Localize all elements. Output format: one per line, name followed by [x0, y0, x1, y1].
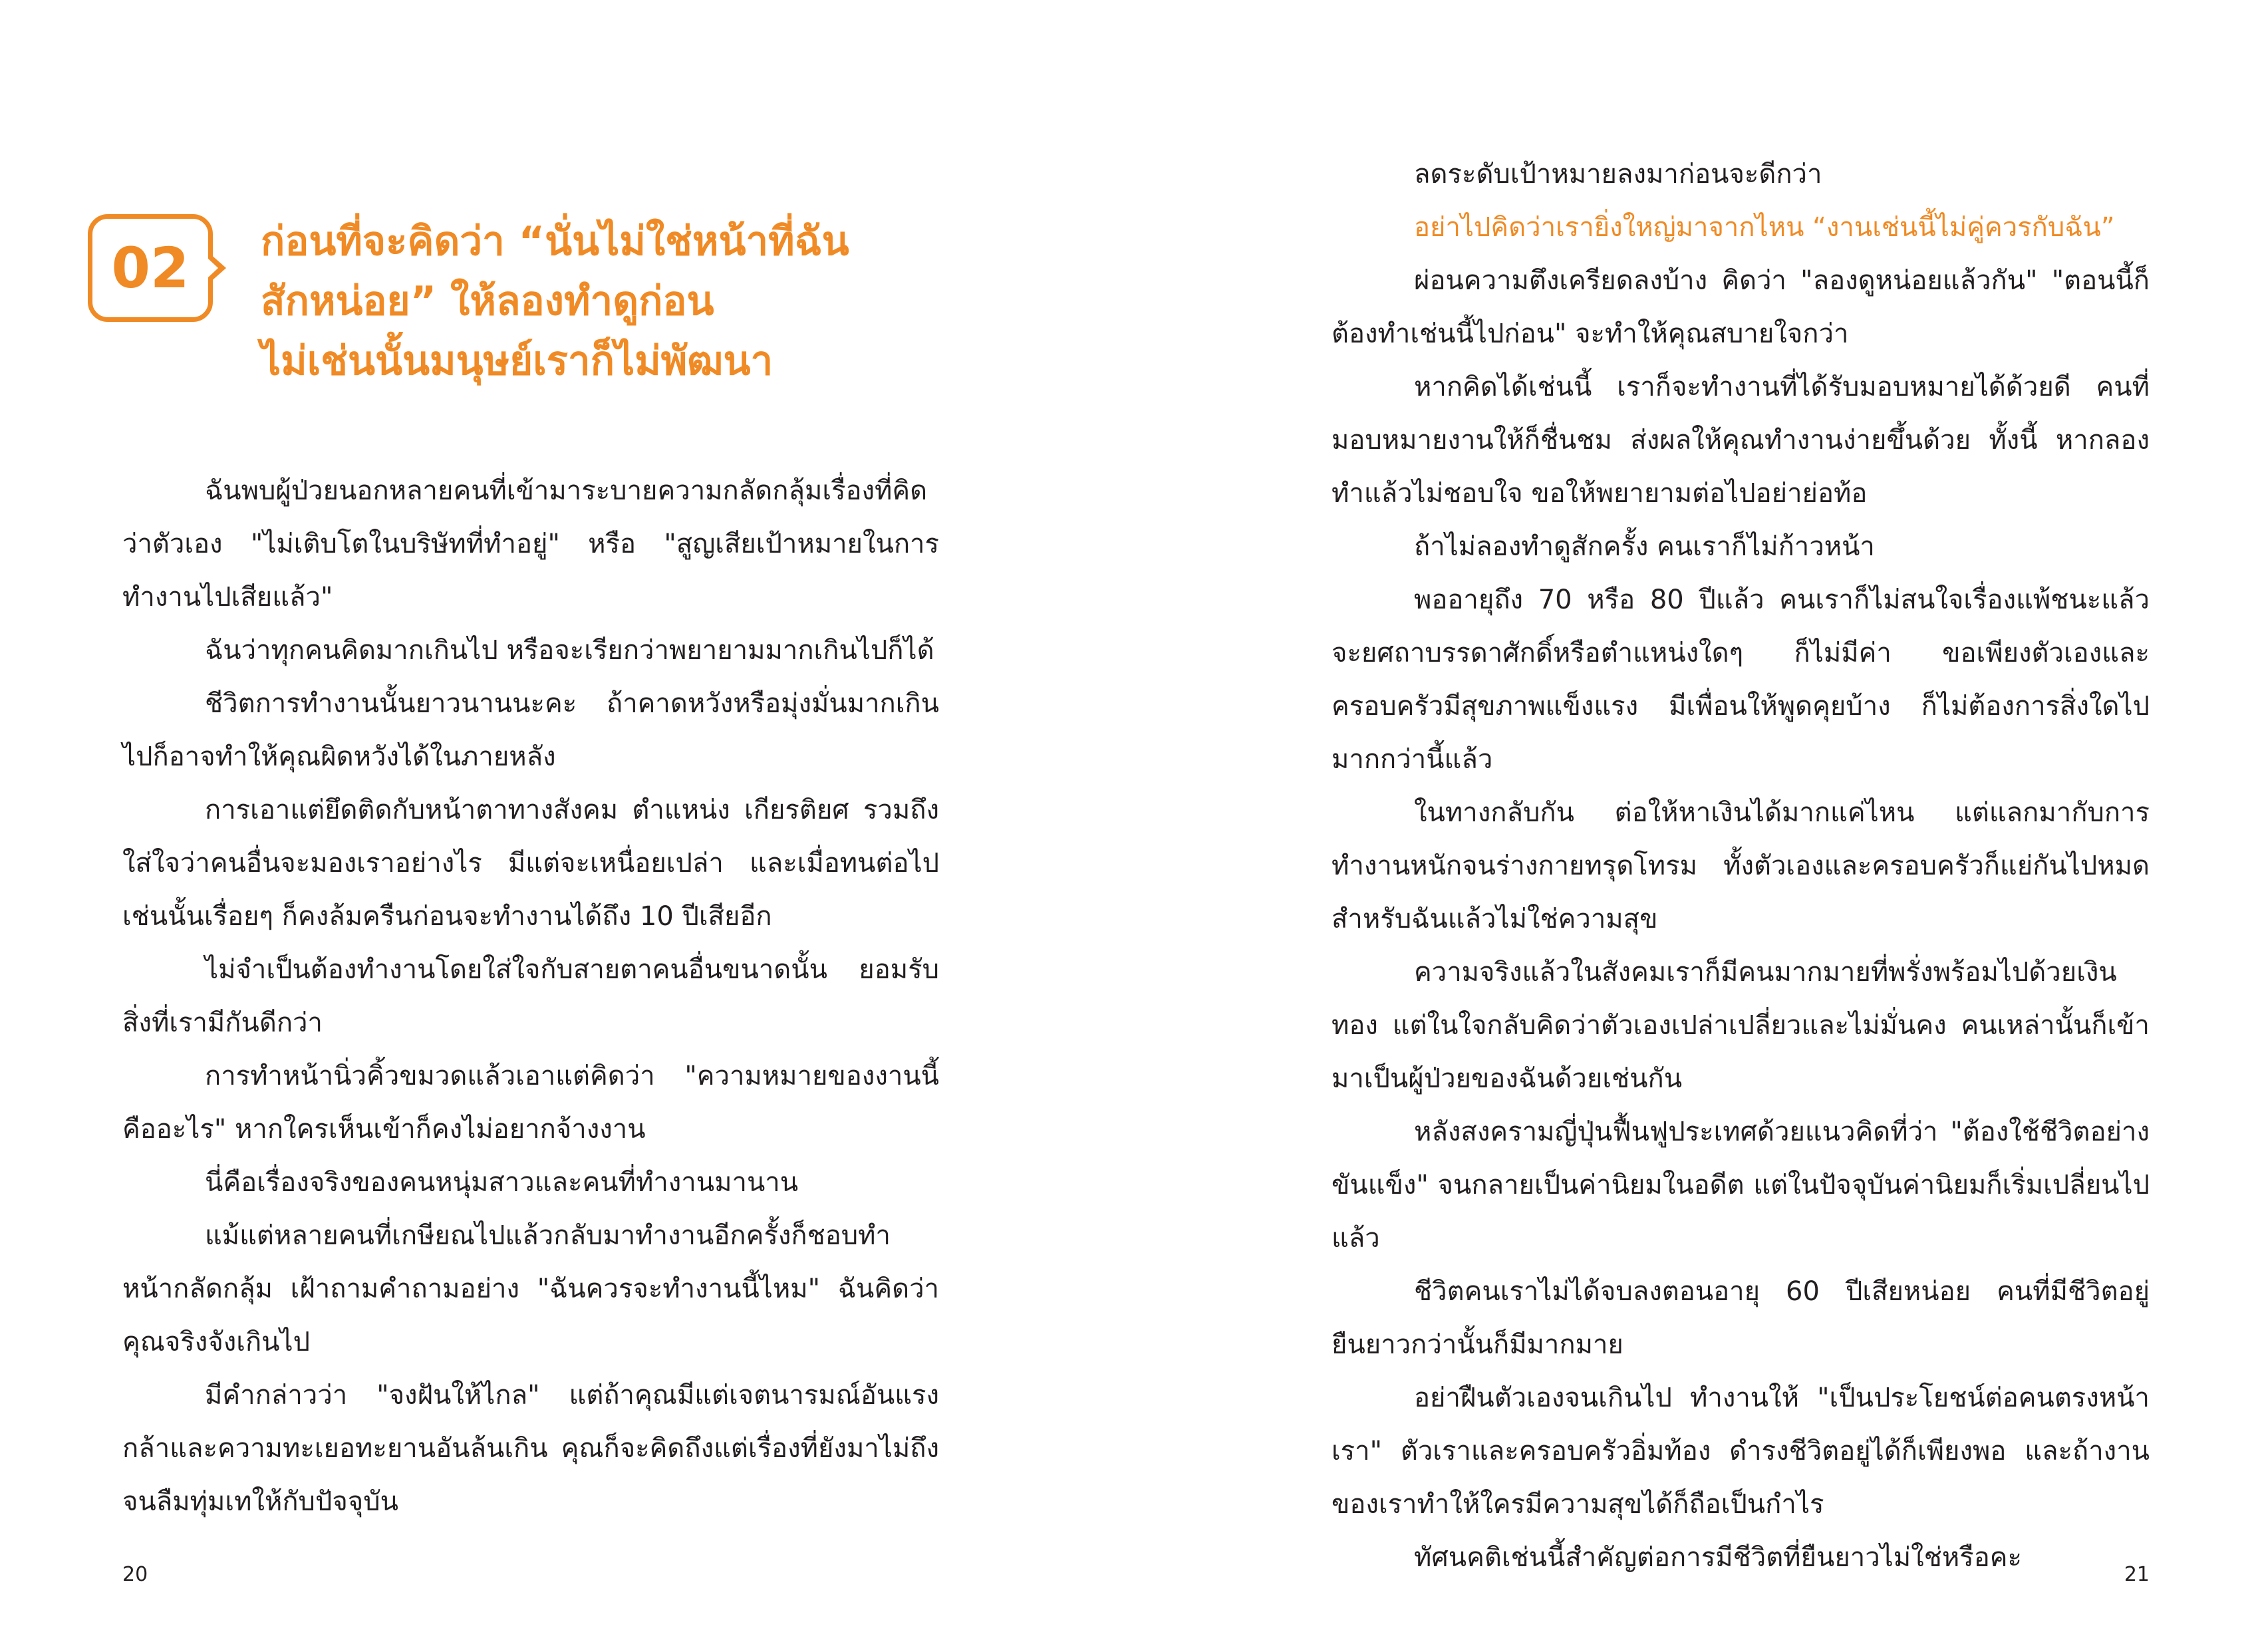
chapter-title-line: ไม่เช่นนั้นมนุษย์เราก็ไม่พัฒนา [261, 338, 773, 384]
paragraph: ทัศนคติเช่นนี้สำคัญต่อการมีชีวิตที่ยืนยาวไม่ใช่หรือคะ [1414, 1542, 2022, 1573]
paragraph: ลดระดับเป้าหมายลงมาก่อนจะดีกว่า [1414, 159, 1822, 190]
paragraph: การทำหน้านิ่วคิ้วขมวดแล้วเอาแต่คิดว่า "ความหมายของงานนี้คืออะไร" หากใครเห็นเข้าก็คงไม่อยากจ้างงาน [122, 1061, 939, 1145]
paragraph: หากคิดได้เช่นนี้ เราก็จะทำงานที่ได้รับมอบหมายได้ด้วยดี คนที่มอบหมายงานให้ก็ชื่นชม ส่งผลให้คุณทำงานง่ายขึ้นด้วย ทั้งนี้ หากลองทำแล้วไม่ชอบใจ ขอให้พยายามต่อไปอย่าย่อท้อ [1332, 372, 2150, 509]
paragraph: ผ่อนความตึงเครียดลงบ้าง คิดว่า "ลองดูหน่อยแล้วกัน" "ตอนนี้ก็ต้องทำเช่นนี้ไปก่อน" จะทำให้คุณสบายใจกว่า [1332, 265, 2150, 349]
chapter-title-line: สักหน่อย” ให้ลองทำดูก่อน [261, 278, 714, 325]
paragraph: ความจริงแล้วในสังคมเราก็มีคนมากมายที่พรั่งพร้อมไปด้วยเงินทอง แต่ในใจกลับคิดว่าตัวเองเปล่าเปลี่ยวและไม่มั่นคง คนเหล่านั้นก็เข้ามาเป็นผู้ป่วยของฉันด้วยเช่นกัน [1332, 957, 2150, 1094]
paragraph: หลังสงครามญี่ปุ่นฟื้นฟูประเทศด้วยแนวคิดที่ว่า "ต้องใช้ชีวิตอย่างขันแข็ง" จนกลายเป็นค่านิยมในอดีต แต่ในปัจจุบันค่านิยมก็เริ่มเปลี่ยนไปแล้ว [1332, 1117, 2150, 1254]
right-page-body [1332, 148, 2150, 1584]
paragraph: ฉันพบผู้ป่วยนอกหลายคนที่เข้ามาระบายความกลัดกลุ้มเรื่องที่คิดว่าตัวเอง "ไม่เติบโตในบริษัทที่ทำอยู่" หรือ "สูญเสียเป้าหมายในการทำงานไปเสียแล้ว" [122, 476, 939, 613]
paragraph: แม้แต่หลายคนที่เกษียณไปแล้วกลับมาทำงานอีกครั้งก็ชอบทำหน้ากลัดกลุ้ม เฝ้าถามคำถามอย่าง "ฉันควรจะทำงานนี้ไหม" ฉันคิดว่าคุณจริงจังเกินไป [122, 1220, 939, 1357]
highlighted-paragraph: อย่าไปคิดว่าเรายิ่งใหญ่มาจากไหน “งานเช่นนี้ไม่คู่ควรกับฉัน” [1414, 212, 2115, 243]
page-number: 20 [122, 1563, 148, 1586]
paragraph: ถ้าไม่ลองทำดูสักครั้ง คนเราก็ไม่ก้าวหน้า [1414, 531, 1875, 562]
paragraph: มีคำกล่าวว่า "จงฝันให้ไกล" แต่ถ้าคุณมีแต่เจตนารมณ์อันแรงกล้าและความทะเยอทะยานอันล้นเกิน คุณก็จะคิดถึงแต่เรื่องที่ยังมาไม่ถึงจนลืมทุ่มเทให้กับปัจจุบัน [122, 1380, 939, 1517]
chapter-number-badge: 02 [88, 214, 213, 322]
paragraph: ไม่จำเป็นต้องทำงานโดยใส่ใจกับสายตาคนอื่นขนาดนั้น ยอมรับสิ่งที่เรามีกันดีกว่า [122, 954, 939, 1038]
paragraph: ชีวิตคนเราไม่ได้จบลงตอนอายุ 60 ปีเสียหน่อย คนที่มีชีวิตอยู่ยืนยาวกว่านั้นก็มีมากมาย [1332, 1276, 2150, 1360]
paragraph: อย่าฝืนตัวเองจนเกินไป ทำงานให้ "เป็นประโยชน์ต่อคนตรงหน้าเรา" ตัวเราและครอบครัวอิ่มท้อง ดำรงชีวิตอยู่ได้ก็เพียงพอ และถ้างานของเราทำให้ใครมีความสุขได้ก็ถือเป็นกำไร [1332, 1383, 2150, 1520]
right-page [1124, 0, 2248, 1652]
paragraph: ในทางกลับกัน ต่อให้หาเงินได้มากแค่ไหน แต่แลกมากับการทำงานหนักจนร่างกายทรุดโทรม ทั้งตัวเองและครอบครัวก็แย่กันไปหมด สำหรับฉันแล้วไม่ใช่ความสุข [1332, 797, 2150, 934]
chapter-title-line: ก่อนที่จะคิดว่า “นั่นไม่ใช่หน้าที่ฉัน [261, 218, 849, 265]
paragraph: พออายุถึง 70 หรือ 80 ปีแล้ว คนเราก็ไม่สนใจเรื่องแพ้ชนะแล้ว จะยศถาบรรดาศักดิ์หรือตำแหน่งใดๆ ก็ไม่มีค่า ขอเพียงตัวเองและครอบครัวมีสุขภาพแข็งแรง มีเพื่อนให้พูดคุยบ้าง ก็ไม่ต้องการสิ่งใดไปมากกว่านี้แล้ว [1332, 585, 2150, 775]
page-number: 21 [2124, 1563, 2150, 1586]
chapter-title [261, 211, 946, 391]
paragraph: การเอาแต่ยึดติดกับหน้าตาทางสังคม ตำแหน่ง เกียรติยศ รวมถึงใส่ใจว่าคนอื่นจะมองเราอย่างไร มีแต่จะเหนื่อยเปล่า และเมื่อทนต่อไปเช่นนั้นเรื่อยๆ ก็คงล้มครืนก่อนจะทำงานได้ถึง 10 ปีเสียอีก [122, 795, 939, 932]
chapter-badge-arrow-icon [209, 253, 226, 283]
paragraph: นี่คือเรื่องจริงของคนหนุ่มสาวและคนที่ทำงานมานาน [205, 1167, 799, 1198]
left-page-body [122, 464, 939, 1528]
paragraph: ชีวิตการทำงานนั้นยาวนานนะคะ ถ้าคาดหวังหรือมุ่งมั่นมากเกินไปก็อาจทำให้คุณผิดหวังได้ในภายหลัง [122, 688, 939, 772]
paragraph: ฉันว่าทุกคนคิดมากเกินไป หรือจะเรียกว่าพยายามมากเกินไปก็ได้ [205, 635, 934, 666]
